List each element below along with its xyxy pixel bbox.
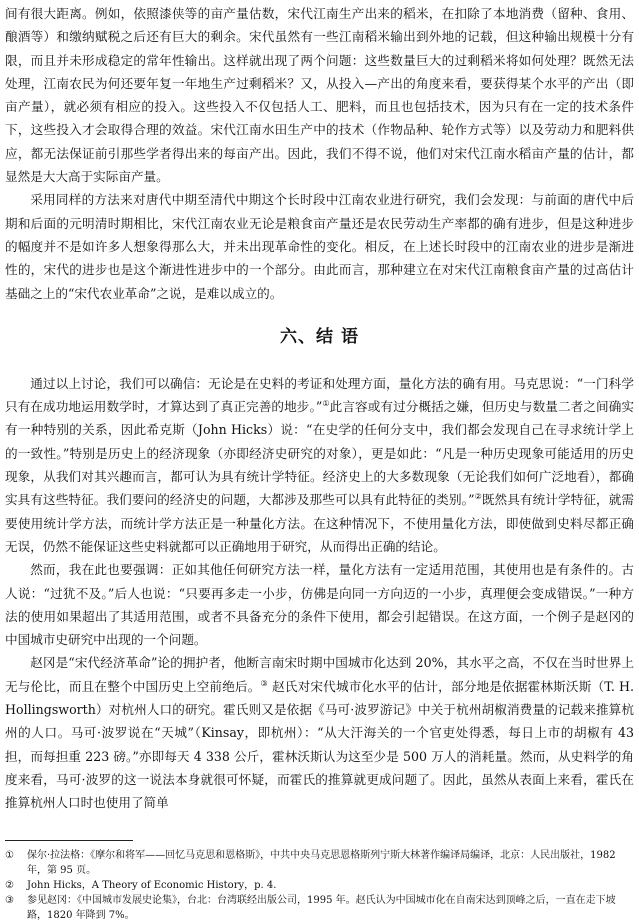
paragraph-2: 采用同样的方法来对唐代中期至清代中期这个长时段中江南农业进行研究，我们会发现：与前面的唐代中后期和后面的元明清时期相比，宋代江南农业无论是粮食亩产量还是农民劳动生产率都的确有进步，但是这种进步的幅度并不是如许多人想象得那么大，并未出现革命性的变化。相反，在上述长时段中的江南农业的进步是渐进性的，宋代的进步也是这个渐进性进步中的一个部分。由此而言，那种建立在对宋代江南粮食亩产量的过高估计基础之上的“宋代农业革命”之说，是难以成立的。: [5, 192, 634, 301]
section-heading: 六、结 语: [280, 326, 359, 347]
footnote-ref-3[interactable]: ③: [260, 678, 268, 688]
footnote-2: [5, 878, 634, 893]
footnote-text-2: John Hicks，A Theory of Economic History，p. 4.: [27, 880, 277, 891]
footnote-divider: [5, 840, 133, 841]
footnote-ref-1[interactable]: ①: [322, 398, 330, 408]
paragraph-5-part-2: 赵氏对宋代城市化水平的估计，部分地是依据霍林斯沃斯（T. H. Hollingsworth）对杭州人口的研究。霍氏则又是依据《马可·波罗游记》中关于杭州胡椒消费量的记载来推算杭州的人口。马可·波罗说在“天城”（Kinsay，即杭州）：“从大汗海关的一个官吏处得悉，每日上市的胡椒有 43 担，而每担重 223 磅。”亦即每天 4 338 公斤，霍林沃斯认为这至少是 500 万人的消耗量。然而，从史料学的角度来看，马可·波罗的这一说法本身就很可怀疑，而霍氏的推算就更成问题了。因此，虽然从表面上来看，霍氏在推算杭州人口时也使用了简单: [5, 678, 634, 811]
footnote-mark-1: ①: [5, 850, 14, 861]
paragraph-3-part-1: 通过以上讨论，我们可以确信：无论是在史料的考证和处理方面，量化方法的确有用。马克思说：“一门科学只有在成功地运用数学时，才算达到了真正完善的地步。”: [5, 375, 634, 415]
footnote-text-1: 保尔·拉法格：《摩尔和将军——回忆马克思和恩格斯》，中共中央马克思恩格斯列宁斯大林著作编译局编译，北京：人民出版社，1982 年，第 95 页。: [27, 850, 616, 876]
footnote-ref-2[interactable]: ②: [474, 492, 482, 502]
footnote-mark-2: ②: [5, 880, 14, 891]
paragraph-5-part-1: 赵冈是“宋代经济革命”论的拥护者，他断言南宋时期中国城市化达到 20%，其水平之高，不仅在当时世界上无与伦比，而且在整个中国历史上空前绝后。: [5, 655, 634, 694]
paragraph-3: [5, 372, 634, 558]
body-text: [5, 2, 634, 815]
footnote-mark-3: ③: [5, 895, 14, 906]
footnote-3: [5, 893, 634, 923]
paragraph-5: [5, 651, 634, 814]
paragraph-3-part-3: 既然具有统计学特征，就需要使用统计学方法，而统计学方法正是一种量化方法。在这种情况下，不使用量化方法，即使做到史料尽都正确无误，仍然不能保证这些史料就都可以正确地用于研究，从而得出正确的结论。: [5, 492, 635, 554]
footnote-text-3: 参见赵冈：《中国城市发展史论集》，台北：台湾联经出版公司，1995 年。赵氏认为中国城市化在自南宋达到顶峰之后，一直在走下坡路，1820 年降到 7%。: [27, 895, 616, 921]
paragraph-1: 间有很大距离。例如，依照漆侠等的亩产量估数，宋代江南生产出来的稻米，在扣除了本地消费（留种、食用、酿酒等）和缴纳赋税之后还有巨大的剩余。宋代虽然有一些江南稻米输出到外地的记载，但这种输出规模十分有限，而且并未形成稳定的常年性输出。这样就出现了两个问题：这些数量巨大的过剩稻米将如何处理？既然无法处理，江南农民为何还要年复一年地生产过剩稻米？又，从投入—产出的角度来看，要获得某个水平的产出（即亩产量），就必须有相应的投入。这些投入不仅包括人工、肥料，而且也包括技术，因为只有在一定的技术条件下，这些投入才会取得合理的效益。宋代江南水田生产中的技术（作物品种、轮作方式等）以及劳动力和肥料供应，都无法保证前引那些学者得出来的每亩产出。因此，我们不得不说，他们对宋代江南水稻亩产量的估计，都显然是大大高于实际亩产量。: [5, 6, 634, 185]
footnote-1: [5, 848, 634, 878]
paragraph-3-part-2: 此言容或有过分概括之嫌，但历史与数量二者之间确实有一种特别的关系，因此希克斯（John Hicks）说：“在史学的任何分支中，我们都会发现自己在寻求统计学上的一致性。”特别是历史上的经济现象（亦即经济史研究的对象），更是如此：“凡是一种历史现象可能适用的历史现象，从我们对其兴趣而言，都可认为具有统计学特征。经济史上的大多数现象（无论我们如何广泛地看），都确实具有这些特征。我们要问的经济史的问题，大都涉及那些可以具有此特征的类别。”: [5, 399, 635, 508]
footnotes: [5, 848, 634, 923]
paragraph-4: 然而，我在此也要强调：正如其他任何研究方法一样，量化方法有一定适用范围，其使用也是有条件的。古人说：“过犹不及。”后人也说：“只要再多走一小步，仿佛是向同一方向迈的一小步，真理便会变成错误。”一种方法的使用如果超出了其适用范围，或者不具备充分的条件下使用，都会引起错误。在这方面，一个例子是赵冈的中国城市史研究中出现的一个问题。: [5, 562, 634, 648]
